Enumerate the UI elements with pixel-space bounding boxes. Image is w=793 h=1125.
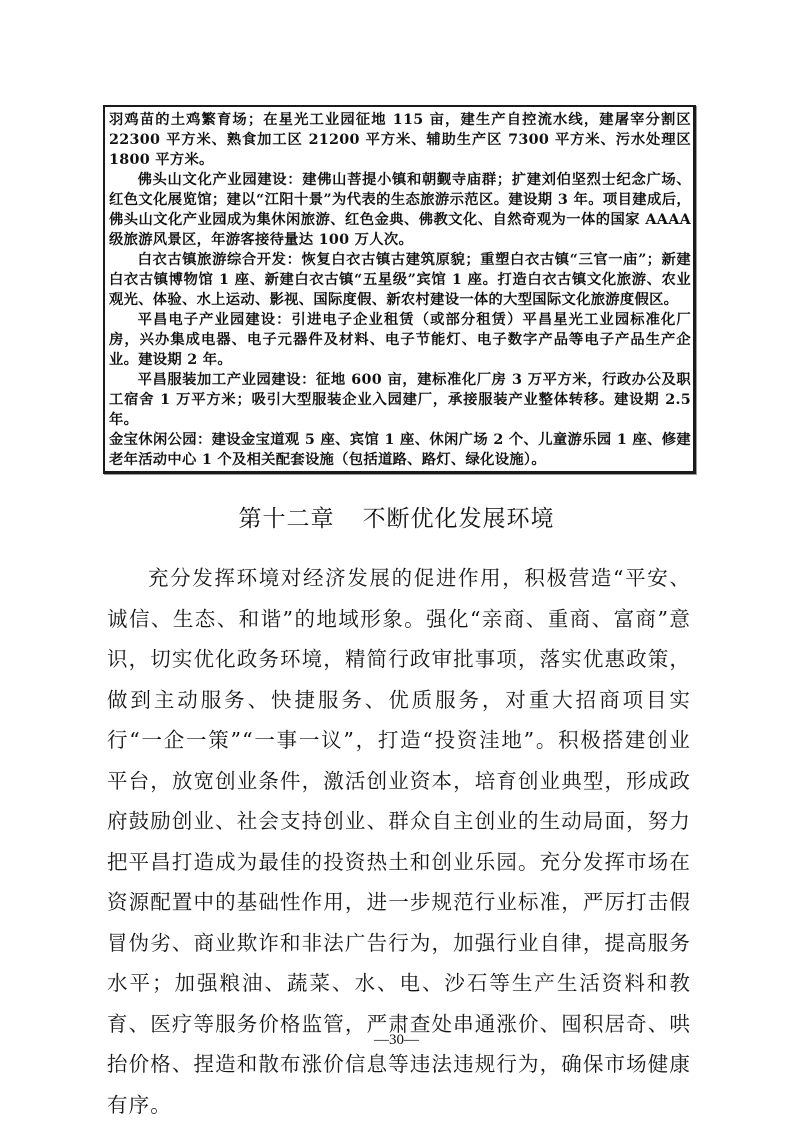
box-paragraph-4-text: 引进电子企业租赁（或部分租赁）平昌星光工业园标准化厂房，兴办集成电器、电子元器件及材料、电子节能灯、电子数字产品等电子产品生产企业。建设期 2 年。 (109, 312, 691, 368)
box-paragraph-6-text: 金宝休闲公园：建设金宝道观 5 座、宾馆 1 座、休闲广场 2 个、儿童游乐园 1 座、修建老年活动中心 1 个及相关配套设施（包括道路、路灯、绿化设施）。 (109, 432, 691, 468)
box-paragraph-3-text: 恢复白衣古镇古建筑原貌；重塑白衣古镇“三官一庙”；新建白衣古镇博物馆 1 座、新建白衣古镇“五星级”宾馆 1 座。打造白衣古镇文化旅游、农业观光、体验、水上运动、影视、国际度假、新农村建设一体的大型国际文化旅游度假区。 (109, 252, 691, 308)
chapter-title-text: 不断优化发展环境 (362, 506, 555, 532)
box-paragraph-6 (109, 430, 691, 470)
body-paragraph: 充分发挥环境对经济发展的促进作用，积极营造“平安、诚信、生态、和谐”的地域形象。强化“亲商、重商、富商”意识，切实优化政务环境，精简行政审批事项，落实优惠政策，做到主动服务、快捷服务、优质服务，对重大招商项目实行“一企一策”“一事一议”，打造“投资洼地”。积极搭建创业平台，放宽创业条件，激活创业资本，培育创业典型，形成政府鼓励创业、社会支持创业、群众自主创业的生动局面，努力把平昌打造成为最佳的投资热土和创业乐园。充分发挥市场在资源配置中的基础性作用，进一步规范行业标准，严厉打击假冒伪劣、商业欺诈和非法广告行为，加强行业自律，提高服务水平；加强粮油、蔬菜、水、电、沙石等生产生活资料和教育、医疗等服务价格监管，严肃查处串通涨价、囤积居奇、哄抬价格、捏造和散布涨价信息等违法违规行为，确保市场健康有序。 (107, 566, 691, 1117)
box-paragraph-5-lead: 平昌服装加工产业园建设： (137, 372, 316, 388)
page-number: —30— (374, 1032, 419, 1048)
box-paragraph-2 (109, 170, 691, 250)
box-paragraph-4 (109, 310, 691, 370)
box-paragraph-3-lead: 白衣古镇旅游综合开发： (137, 252, 302, 268)
box-paragraph-1 (109, 110, 691, 170)
chapter-number: 第十二章 (238, 506, 335, 532)
box-paragraph-2-lead: 佛头山文化产业园建设： (137, 172, 303, 188)
box-paragraph-5-text: 征地 600 亩，建标准化厂房 3 万平方米，行政办公及职工宿舍 1 万平方米；吸引大型服装企业入园建厂，承接服装产业整体转移。建设期 2.5 年。 (109, 372, 691, 428)
box-paragraph-1-text: 羽鸡苗的土鸡繁育场；在星光工业园征地 115 亩，建生产自控流水线，建屠宰分割区 22300 平方米、熟食加工区 21200 平方米、辅助生产区 7300 平方米、污水处理区 1800 平方米。 (109, 112, 691, 168)
box-paragraph-4-lead: 平昌电子产业园建设： (137, 312, 292, 328)
project-list-box (103, 105, 696, 474)
chapter-heading (0, 500, 793, 533)
box-paragraph-3 (109, 250, 691, 310)
box-paragraph-5 (109, 370, 691, 430)
box-paragraph-2-text: 建佛山菩提小镇和朝觐寺庙群；扩建刘伯坚烈士纪念广场、红色文化展览馆；建以“江阳十景”为代表的生态旅游示范区。建设期 3 年。项目建成后，佛头山文化产业园成为集休闲旅游、红色金典、佛教文化、自然奇观为一体的国家 AAAA 级旅游风景区，年游客接待量达 100 万人次。 (109, 172, 691, 248)
